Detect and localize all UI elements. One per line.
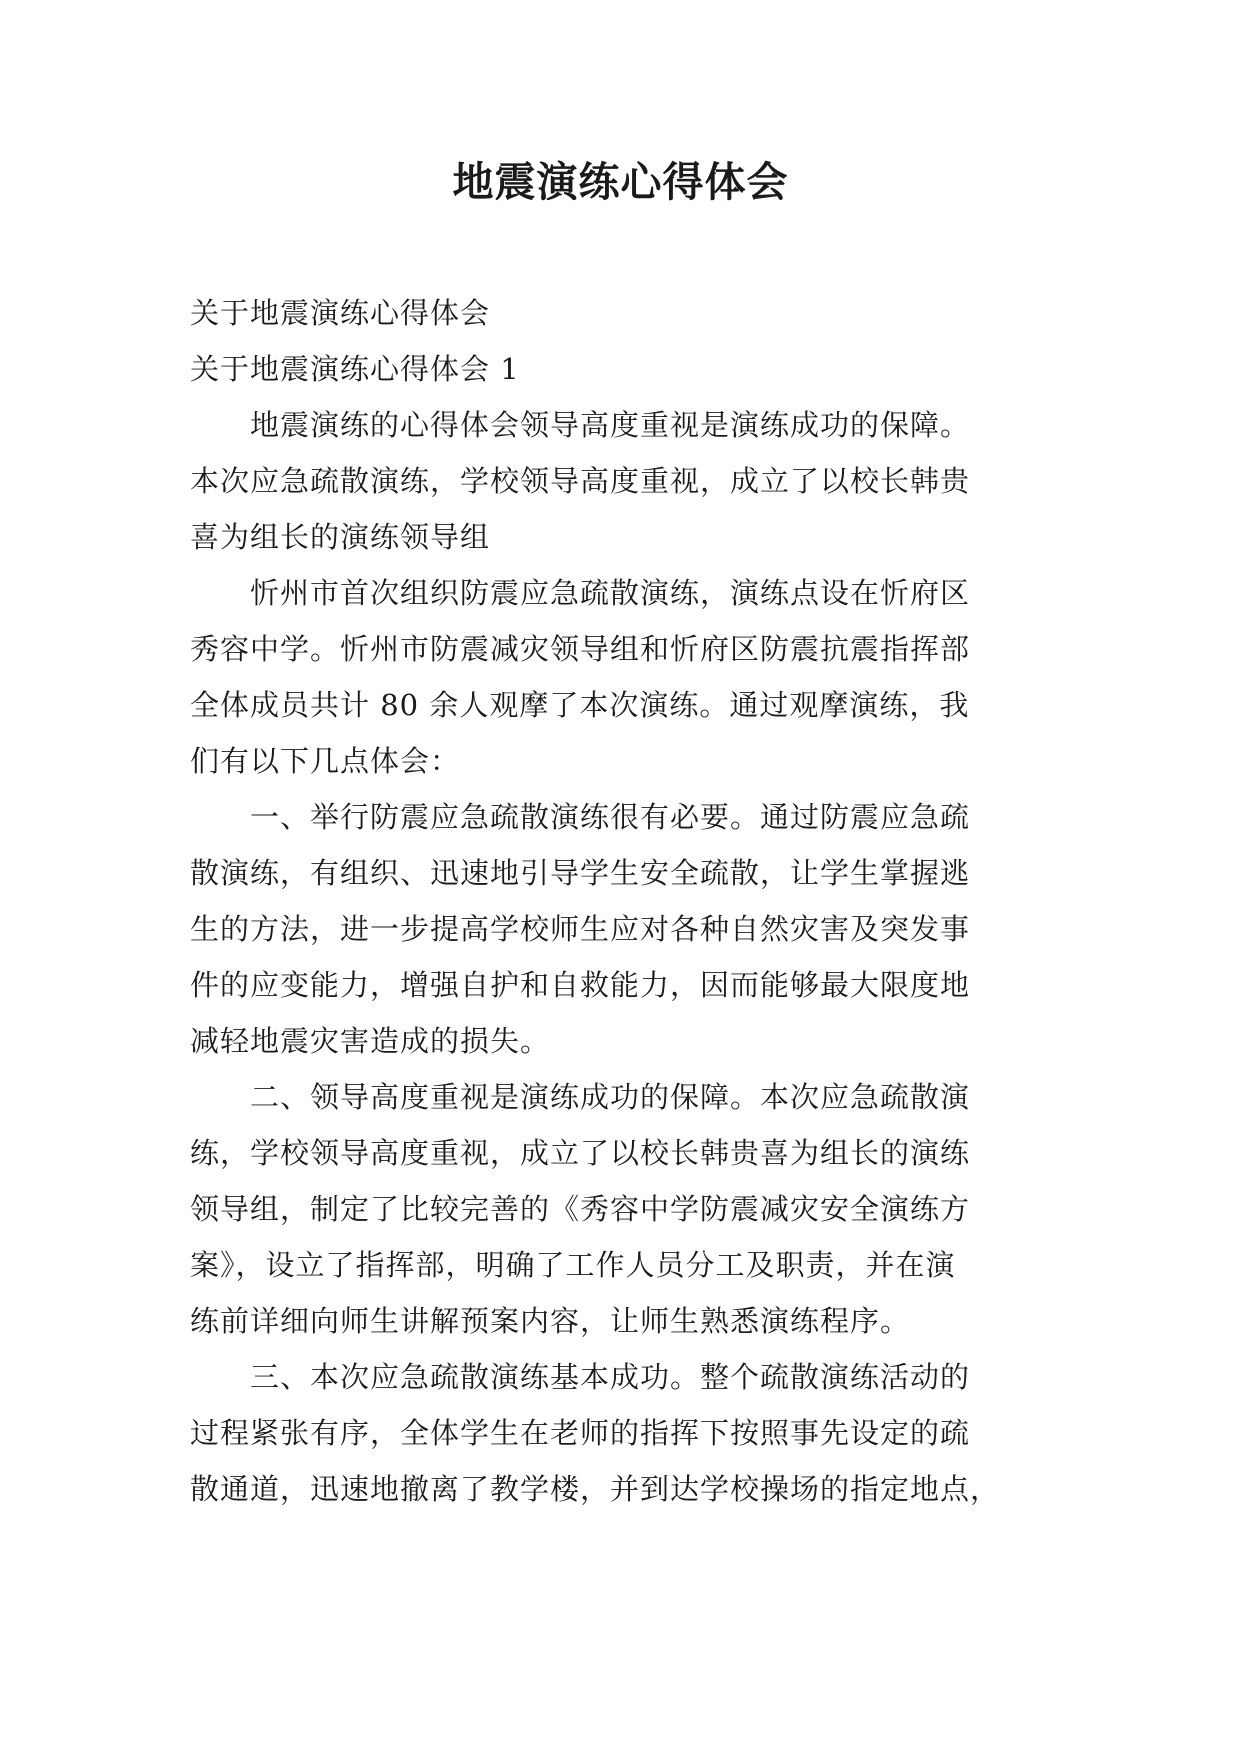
paragraph-line: 生的方法，进一步提高学校师生应对各种自然灾害及突发事: [190, 912, 971, 946]
document-subtitle: 关于地震演练心得体会: [190, 296, 491, 330]
paragraph-line: 三、本次应急疏散演练基本成功。整个疏散演练活动的: [250, 1360, 971, 1394]
paragraph-line: 件的应变能力，增强自护和自救能力，因而能够最大限度地: [190, 968, 971, 1002]
paragraph-4: [190, 1069, 1060, 1349]
paragraph-line: 秀容中学。忻州市防震减灾领导组和忻府区防震抗震指挥部: [190, 632, 971, 666]
paragraph-line: 地震演练的心得体会领导高度重视是演练成功的保障。: [250, 408, 971, 442]
paragraph-1: [190, 397, 1060, 565]
paragraph-line: 忻州市首次组织防震应急疏散演练，演练点设在忻府区: [250, 576, 971, 610]
paragraph-line: 练前详细向师生讲解预案内容，让师生熟悉演练程序。: [190, 1304, 911, 1338]
paragraph-line: 领导组，制定了比较完善的《秀容中学防震减灾安全演练方: [190, 1192, 971, 1226]
paragraph-line: 散通道，迅速地撤离了教学楼，并到达学校操场的指定地点，: [190, 1472, 1001, 1506]
paragraph-line: 喜为组长的演练领导组: [190, 520, 491, 554]
paragraph-3: [190, 789, 1060, 1069]
paragraph-line: 练，学校领导高度重视，成立了以校长韩贵喜为组长的演练: [190, 1136, 971, 1170]
paragraph-line: 过程紧张有序，全体学生在老师的指挥下按照事先设定的疏: [190, 1416, 971, 1450]
document-body: [190, 285, 1060, 1517]
paragraph-line: 案》，设立了指挥部，明确了工作人员分工及职责，并在演: [190, 1248, 956, 1282]
paragraph-line: 全体成员共计 80 余人观摩了本次演练。通过观摩演练，我: [190, 688, 970, 722]
paragraph-line: 们有以下几点体会：: [190, 744, 461, 778]
paragraph-line: 一、举行防震应急疏散演练很有必要。通过防震应急疏: [250, 800, 971, 834]
document-title: 地震演练心得体会: [452, 158, 789, 206]
paragraph-2: [190, 565, 1060, 789]
paragraph-5: [190, 1349, 1060, 1517]
section-heading: 关于地震演练心得体会 1: [190, 352, 520, 386]
paragraph-line: 散演练，有组织、迅速地引导学生安全疏散，让学生掌握逃: [190, 856, 971, 890]
paragraph-line: 减轻地震灾害造成的损失。: [190, 1024, 551, 1058]
paragraph-line: 二、领导高度重视是演练成功的保障。本次应急疏散演: [250, 1080, 971, 1114]
paragraph-line: 本次应急疏散演练，学校领导高度重视，成立了以校长韩贵: [190, 464, 971, 498]
